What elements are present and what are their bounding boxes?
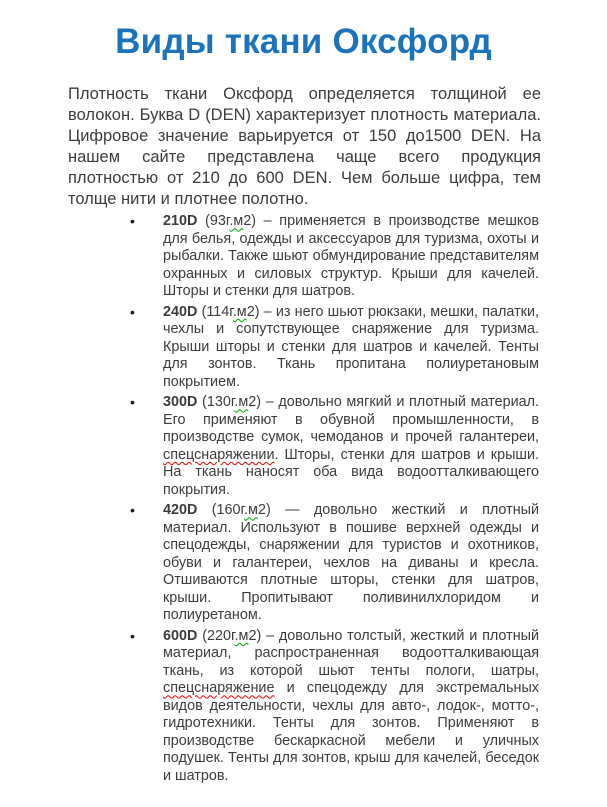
bullet-icon: • [130, 394, 135, 411]
list-item-600d [130, 627, 540, 786]
dash-separator: – [263, 213, 272, 230]
density-term: 420D [163, 502, 198, 519]
dash-separator: — [285, 502, 300, 519]
grammar-flagged-text: .м [244, 502, 258, 519]
bullet-icon: • [130, 627, 135, 644]
density-spec [212, 502, 271, 518]
list-item-210d [130, 213, 540, 301]
density-spec-text: (114г [201, 303, 233, 320]
dash-separator: – [263, 303, 272, 320]
density-spec-text: 2) [248, 394, 262, 411]
list-item-300d [130, 394, 540, 499]
density-term: 300D [163, 394, 198, 411]
bullet-icon: • [130, 303, 135, 320]
density-term: 600D [163, 627, 198, 644]
description-text: . Шторы, стенки для шатров и крыши. На ткань наносят оба вида водоотталкивающего покрытия. [163, 446, 539, 498]
density-spec-text: (160г [211, 502, 245, 519]
description-text: довольно жесткий и плотный материал. Используют в пошиве верхней одежды и спецодежды, снаряжении для туристов и охотников, обуви и галантереи, чехлов на диваны и кресла. Отшиваются плотные шторы, стенки для шатров, крыши. Пропитывают поливинилхлоридом и полиуретаном. [163, 502, 540, 624]
page-title: Виды ткани Оксфорд [115, 22, 492, 61]
misspelled-word: спецснаряжении [163, 446, 275, 463]
density-spec-text: (220г [202, 627, 235, 644]
density-term: 240D [163, 303, 198, 320]
item-description [163, 502, 539, 623]
item-description [163, 628, 539, 784]
fabric-density-list [0, 213, 539, 785]
description-text: из него шьют рюкзаки, мешки, палатки, чехлы и сопутствующее снаряжение для туризма. Крыши шторы и стенки для шатров и качелей. Тенты для зонтов. Ткань пропитана полиуретановым покрытием. [163, 303, 539, 390]
density-term: 210D [163, 213, 198, 230]
dash-separator: – [266, 627, 275, 644]
document-page [0, 22, 607, 785]
description-text: применяется в производстве мешков для белья, одежды и аксессуаров для туризма, охоты и рыбалки. Также шьют обмундирование представителям охранных и силовых структур. Крыши для качелей. Шторы и стенки для шатров. [163, 213, 540, 300]
misspelled-word: спецснаряжение [163, 680, 275, 697]
density-spec [202, 394, 261, 410]
grammar-flagged-text: .м [234, 627, 249, 644]
density-spec-text: 2) [243, 213, 257, 230]
bullet-icon: • [130, 213, 135, 230]
dash-separator: – [265, 394, 274, 411]
density-spec-text: (93г [205, 213, 230, 230]
bullet-icon: • [130, 502, 135, 519]
description-text: и спецодежду для экстремальных видов деятельности, чехлы для авто-, лодок-, мотто-, гидротехники. Тенты для зонтов. Применяют в производстве бескаркасной мебели и уличных подушек. Тенты для зонтов, крыш для качелей, беседок и шатров. [163, 680, 539, 784]
density-spec-text: 2) [248, 627, 262, 644]
density-spec [202, 628, 261, 644]
description-text: довольно мягкий и плотный материал. Его применяют в обувной промышленности, в производстве сумок, чемоданов и прочей галантереи, [163, 394, 540, 446]
intro-paragraph: Плотность ткани Оксфорд определяется толщиной ее волокон. Буква D (DEN) характеризует плотность материала. Цифровое значение варьируется от 150 до1500 DEN. На нашем сайте представлена чаще всего продукция плотностью от 210 до 600 DEN. Чем больше цифра, тем толще нити и плотнее полотно. [68, 85, 541, 209]
grammar-flagged-text: .м [229, 213, 244, 230]
density-spec-text: (130г [202, 394, 235, 411]
density-spec-text: 2) [257, 502, 271, 519]
description-text: довольно толстый, жесткий и плотный материал, распространенная водоотталкивающая ткань, из которой шьют тенты пологи, шатры, [163, 627, 540, 679]
list-item-420d [130, 502, 540, 625]
grammar-flagged-text: .м [232, 303, 247, 320]
list-item-240d [130, 303, 539, 392]
density-spec-text: 2) [246, 303, 260, 320]
density-spec [205, 213, 256, 229]
density-spec [202, 304, 260, 320]
grammar-flagged-text: .м [234, 394, 249, 411]
